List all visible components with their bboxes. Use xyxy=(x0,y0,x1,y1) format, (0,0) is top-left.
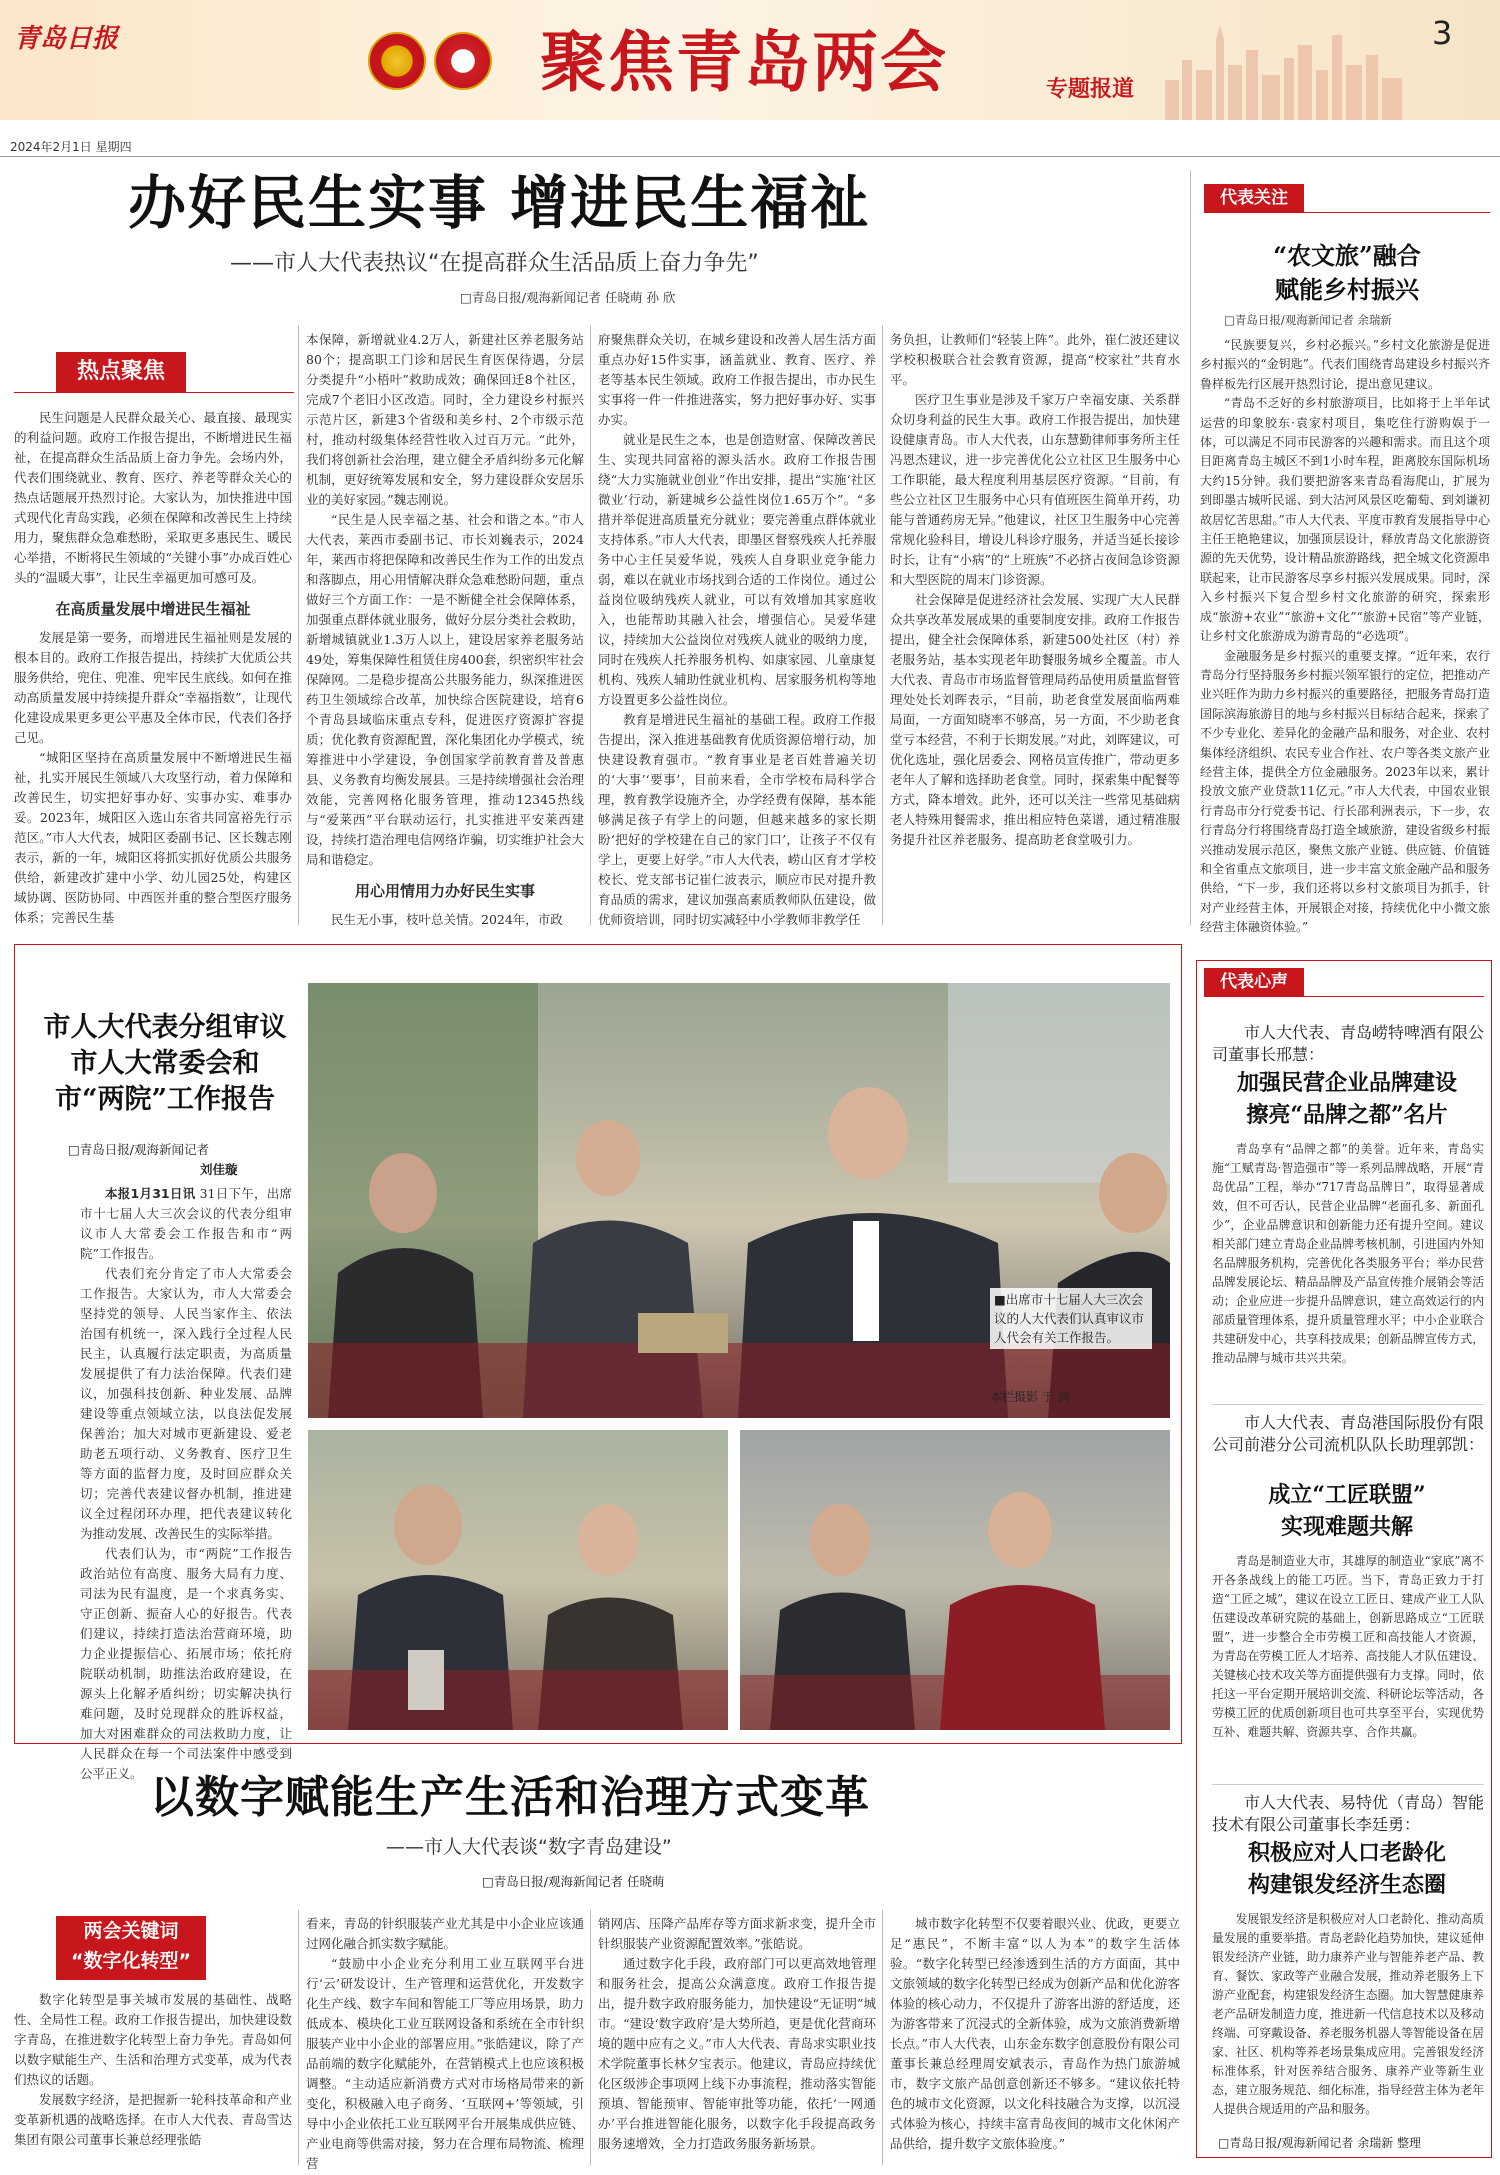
voice-1-title-2: 擦亮“品牌之都”名片 xyxy=(1246,1102,1448,1128)
focus-byline: □青岛日报/观海新闻记者 余瑞新 xyxy=(1224,313,1392,327)
digital-subtitle: ——市人大代表谈“数字青岛建设” xyxy=(386,1836,672,1858)
focus-title-2: 赋能乡村振兴 xyxy=(1275,275,1419,304)
digital-col-3: 销网店、压降产品库存等方面求新求变，提升全市针织服装产业资源配置效率。”张皓说。 通过数字化手段，政府部门可以更高效地管理和服务社会，提高公众满意度。政府工作报告提出，提升数字政府服务能力，加快建设“无证明”城市。“建设‘数字政府’是大势所趋，更是优化营商环境的题中应有之义。”市人大代表、青岛求实职业技术学院董事长林夕宝表示。他建议，青岛应持续优化区级涉企事项网上线下办事流程，推动落实智能预填、智能预审、智能审批等功能，依托‘一网通办’平台推进智能化服务，以数字化手段提高政务服务速增效，全力打造政务服务新场景。 xyxy=(598,1916,876,2151)
banner-title: 聚焦青岛两会 xyxy=(540,23,948,101)
digital-col-4: 城市数字化转型不仅要着眼兴业、优政，更要立足“惠民”，不断丰富“以人为本”的数字生活体验。“数字化转型已经渗透到生活的方方面面，其中文旅领域的数字化转型已经成为创新产品和优化游客体验的核心动力，不仅提升了游客出游的舒适度，还为游客带来了沉浸式的全新体验，成为文旅消费新增长点。”市人大代表，山东金东数字创意股份有限公司董事长兼总经理周安斌表示，青岛作为热门旅游城市，数字文旅产品创意创新还不够多。“建议依托特色的城市文化资源，以文化科技融合为支撑，以沉浸式体验为核心，持续丰富青岛夜间的城市文化休闲产品供给，提升数字文旅体验度。” xyxy=(890,1916,1180,2151)
feature-title-2: 市人大常委会和 xyxy=(70,1048,260,1079)
voice-3-body: 发展银发经济是积极应对人口老龄化、推动高质量发展的重要举措。青岛老龄化趋势加快，建议延伸银发经济产业链，助力康养产业与智能养老产品、教育、餐饮、家政等产业融合发展，推动养老服务上下游产业配套，构建银发经济生态圈。加大智慧健康养老产品研发制造力度，推进新一代信息技术以及移动终端、可穿戴设备、养老服务机器人等智能设备在居家、社区、机构等养老场景集成应用。完善银发经济标准体系，针对医养结合服务、康养产业等新生业态，建立服务规范、细化标准，指导经营主体为老年人提供合规适用的产品和服务。 xyxy=(1212,1912,1484,2116)
feature-title-1: 市人大代表分组审议 xyxy=(43,1012,287,1043)
digital-col-1: 数字化转型是事关城市发展的基础性、战略性、全局性工程。政府工作报告提出，加快建设数字青岛，在推进数字化转型上奋力争先。青岛如何以数字赋能生产、生活和治理方式变革，成为代表们热议的话题。 发展数字经济，是把握新一轮科技革命和产业变革新机遇的战略选择。在市人大代表、青岛雪达集团有限公司董事长兼总经理张皓 xyxy=(14,1992,292,2147)
lead-col-2: 本保障，新增就业4.2万人，新建社区养老服务站80个；提高职工门诊和居民生育医保待遇，分层分类提升“小梧叶”救助成效；确保回迁8个社区，完成7个老旧小区改造。同时，全力建设乡村振兴示范片区，新建3个省级和美乡村、2个市级示范村，推动村级集体经营性收入过百万元。“此外，我们将创新社会治理，建立健全矛盾纠纷多元化解机制，更好统筹发展和安全，努力建设群众安居乐业的美好家园。”魏志刚说。 “民生是人民幸福之基、社会和谐之本。”市人大代表，莱西市委副书记、市长刘巍表示，2024年，莱西市将把保障和改善民生作为工作的出发点和落脚点，用心用情解决群众急难愁盼问题，重点做好三个方面工作：一是不断健全社会保障体系，加强重点群体就业服务，做好分层分类社会救助，新增城镇就业1.3万人以上，建设居家养老服务站49处，筹集保障性租赁住房400套，织密织牢社会保障网。二是稳步提高公共服务能力，纵深推进医药卫生领域综合改革，加快综合医院建设，培育6个青岛县域临床重点专科，促进医疗资源扩容提质；优化教育资源配置，深化集团化办学模式，统筹推进中小学建设，争创国家学前教育普及普惠县、义务教育均衡发展县。三是持续增强社会治理效能，完善网格化服务管理，推动12345热线与“爱莱西”平台联动运行，扎实推进平安莱西建设，持续打造治理电信网络诈骗，切实维护社会大局和谐稳定。 用心用情用力办好民生实事 民生无小事，枝叶总关情。2024年，市政 xyxy=(306,332,584,927)
voice-3-title-2: 构建银发经济生态圈 xyxy=(1247,1872,1446,1898)
banner-sub: 专题报道 xyxy=(1046,77,1135,102)
date-line: 2024年2月1日 星期四 xyxy=(10,140,132,154)
voice-sep-2 xyxy=(1212,1784,1484,1785)
digital-divider-3 xyxy=(882,1910,883,2165)
digital-divider-2 xyxy=(590,1910,591,2165)
voice-2-title-2: 实现难题共解 xyxy=(1280,1514,1413,1540)
digital-byline: □青岛日报/观海新闻记者 任晓萌 xyxy=(482,1874,665,1889)
lead-divider-1 xyxy=(298,325,299,925)
feature-body: 本报1月31日讯 31日下午，出席市十七届人大三次会议的代表分组审议市人大常委会工作报告和市“两院”工作报告。 代表们充分肯定了市人大常委会工作报告。大家认为，市人大常委会坚持党的领导、人民当家作主、依法治国有机统一，深入践行全过程人民民主，认真履行法定职责，为高质量发展提供了有力法治保障。代表们建议，加强科技创新、种业发展、品牌建设等重点领域立法，以良法促发展保善治；加大对城市更新建设、爱老助老五项行动、义务教育、医疗卫生等方面的监督力度，及时回应群众关切；完善代表建议督办机制，推进建议全过程闭环办理，把代表建议转化为推动发展、改善民生的实际举措。 代表们认为，市“两院”工作报告政治站位有高度、服务大局有力度、司法为民有温度，是一个求真务实、守正创新、振奋人心的好报告。代表们建议，持续打造法治营商环境，助力企业提振信心、拓展市场；依托府院联动机制，助推法治政府建设，在源头上化解矛盾纠纷；切实解决执行难问题，及时兑现群众的胜诉权益，加大对困难群众的司法救助力度，让人民群众在每一个司法案件中感受到公平正义。 xyxy=(80,1186,293,1781)
page-number: 3 xyxy=(1432,14,1453,52)
hotspot-tag: 热点聚焦 xyxy=(56,352,186,392)
lead-title: 办好民生实事 增进民生福祉 xyxy=(128,169,871,237)
focus-rule xyxy=(1204,212,1490,213)
masthead xyxy=(0,0,1500,120)
keyword-tag: 两会关键词 “数字化转型” xyxy=(56,1916,206,1980)
cppcc-emblem-icon xyxy=(434,32,492,90)
voice-3-title-1: 积极应对人口老龄化 xyxy=(1247,1840,1446,1866)
digital-divider-1 xyxy=(298,1910,299,2165)
digital-col-2: 看来，青岛的针织服装产业尤其是中小企业应该通过网化融合抓实数字赋能。 “鼓励中小企业充分利用工业互联网平台进行‘云’研发设计、生产管理和运营优化，开发数字化生产线、数字车间和智能工厂等应用场景，助力低成本、模块化工业互联网设备和系统在全市针织服装产业中小企业的部署应用。”张皓建议，除了产品前端的数字化赋能外，在营销模式上也应该积极调整。“主动适应新消费方式对市场格局带来的新变化，积极融入电子商务、‘互联网+’等领域，引导中小企业依托工业互联网平台开展集成供应链、产业电商等供需对接，努力在合理布局物流、梳理营 xyxy=(306,1916,584,2171)
photo-caption: ■出席市十七届人大三次会议的人大代表们认真审议市人代会有关工作报告。 xyxy=(990,1288,1152,1349)
feature-byline-2: 刘佳璇 xyxy=(200,1162,238,1177)
lead-byline: □青岛日报/观海新闻记者 任晓萌 孙 欣 xyxy=(460,290,676,305)
lead-col-3: 府聚焦群众关切，在城乡建设和改善人居生活方面重点办好15件实事，涵盖就业、教育、医疗、养老等基本民生领域。政府工作报告提出，市办民生实事将一件一件推进落实，努力把好事办好、实事办实。 就业是民生之本，也是创造财富、保障改善民生、实现共同富裕的源头活水。政府工作报告围绕“大力实施就业创业”作出安排，提出“实施‘社区微业’行动，新建城乡公益性岗位1.65万个”。“多措并举促进高质量充分就业；要完善重点群体就业支持体系。”市人大代表，即墨区督察残疾人托养服务中心主任吴爱华说，残疾人自身职业竞争能力弱，难以在就业市场找到合适的工作岗位。通过公益岗位吸纳残疾人就业，可以有效增加其家庭收入，也能帮助其融入社会，增强信心。吴爱华建议，持续加大公益岗位对残疾人就业的吸纳力度，同时在残疾人托养服务机构、如康家园、儿童康复机构、残疾人辅助性就业机构、居家服务机构等地方设置更多公益性岗位。 教育是增进民生福祉的基础工程。政府工作报告提出，深入推进基础教育优质资源倍增行动，加快建设教育强市。“教育事业是老百姓普遍关切的‘大事’‘要事’，目前来看，全市学校布局科学合理，教育教学设施齐全，办学经费有保障，基本能够满足孩子有学上的问题，但越来越多的家长期盼‘把好的学校建在自己的家门口’，让孩子不仅有学上，更要上好学。”市人大代表，崂山区育才学校校长、党支部书记崔仁波表示，顺应市民对提升教育品质的需求，建议加强高素质教师队伍建设，做优师资培训，同时切实减轻中小学教师非教学任 xyxy=(598,332,876,927)
lead-right-divider xyxy=(1190,170,1191,925)
voice-1-body: 青岛享有“品牌之都”的美誉。近年来，青岛实施“工赋青岛·智造强市”等一系列品牌战略，开展“青岛优品”工程，举办“717青岛品牌日”，取得显著成效，但不可否认，民营企业品牌“老面孔多、新面孔少”，企业品牌意识和创新能力还有提升空间。建议相关部门建立青岛企业品牌考核机制，引进国内外知名品牌服务机构，完善优化各类服务平台；举办民营品牌发展论坛、精品品牌及产品宣传推介展销会等活动；企业应进一步提升品牌意识，建立高效运行的内部质量管理体系，提升质量管理水平；中小企业联合共建研发中心，共享科技成果；创新品牌宣传方式，推动品牌与城市共兴共荣。 xyxy=(1212,1142,1484,1365)
voice-tag: 代表心声 xyxy=(1204,968,1304,996)
tag-underline xyxy=(14,392,294,393)
lead-divider-2 xyxy=(590,325,591,925)
voice-3-intro: 市人大代表、易特优（青岛）智能技术有限公司董事长李廷勇： xyxy=(1212,1793,1485,1834)
feature-byline-1: □青岛日报/观海新闻记者 xyxy=(68,1142,210,1157)
lead-divider-3 xyxy=(882,325,883,925)
voice-2-title-1: 成立“工匠联盟” xyxy=(1268,1482,1426,1508)
photo-credit: 本栏摄影 于 滴 xyxy=(990,1390,1070,1404)
voice-rule xyxy=(1204,996,1484,997)
digital-title: 以数字赋能生产生活和治理方式变革 xyxy=(150,1772,870,1823)
bottom-photo-right xyxy=(740,1430,1170,1730)
lead-col-1: 民生问题是人民群众最关心、最直接、最现实的利益问题。政府工作报告提出，不断增进民生福祉，在提高群众生活品质上奋力争先。会场内外，代表们围绕就业、教育、医疗、养老等群众关心的热点话题展开热烈讨论。大家认为，加快推进中国式现代化青岛实践，必须在保障和改善民生上持续用力，聚焦群众急难愁盼，采取更多惠民生、暖民心举措，不断将民生领域的“关键小事”办成百姓心头的“温暖大事”，让民生幸福更加可感可及。 在高质量发展中增进民生福祉 发展是第一要务，而增进民生福祉则是发展的根本目的。政府工作报告提出，持续扩大优质公共服务供给，兜住、兜准、兜牢民生底线。如何在推动高质量发展中持续提升群众“幸福指数”，让现代化建设成果更多更公平惠及全体市民，代表们各抒己见。 “城阳区坚持在高质量发展中不断增进民生福祉，扎实开展民生领域八大攻坚行动，着力保障和改善民生，切实把好事办好、实事办实、难事办妥。2023年，城阳区入选山东省共同富裕先行示范区。”市人大代表，城阳区委副书记、区长魏志刚表示，新的一年，城阳区将抓实抓好优质公共服务供给，新建改扩建中小学、幼儿园25处，构建区域协调、医防协同、中西医并重的整合型医疗服务体系；完善民生基 xyxy=(14,410,292,925)
voice-2-intro: 市人大代表、青岛港国际股份有限公司前港分公司流机队队长助理郭凯： xyxy=(1212,1413,1485,1454)
voice-2-body: 青岛是制造业大市，其雄厚的制造业“家底”离不开各条战线上的能工巧匠。当下，青岛正致力于打造“工匠之城”，建议在设立工匠日、建成产业工人队伍建设改革研究院的基础上，创新思路成立“工匠联盟”，进一步整合全市劳模工匠和高技能人才资源，为青岛在劳模工匠人才培养、高技能人才队伍建设、关键核心技术攻关等方面提供强有力支撑。同时，依托这一平台定期开展培训交流、科研论坛等活动，各劳模工匠的优质创新项目也可共享至平台，实现优势互补、难题共解、资源共享、合作共赢。 xyxy=(1212,1554,1484,1739)
focus-title-1: “农文旅”融合 xyxy=(1273,241,1421,270)
paper-logo: 青岛日报 xyxy=(14,24,119,54)
masthead-rule xyxy=(0,156,1500,157)
national-emblem-icon xyxy=(368,32,426,90)
feature-title-3: 市“两院”工作报告 xyxy=(54,1084,276,1115)
voice-sep-1 xyxy=(1212,1404,1484,1405)
main-photo xyxy=(308,983,1170,1418)
lead-subhead-1: 在高质量发展中增进民生福祉 xyxy=(55,600,251,618)
lead-subtitle: ——市人大代表热议“在提高群众生活品质上奋力争先” xyxy=(230,251,759,276)
focus-body: “民族要复兴，乡村必振兴。”乡村文化旅游是促进乡村振兴的“金钥匙”。代表们围绕青岛建设乡村振兴齐鲁样板先行区展开热烈讨论，提出意见建议。 “青岛不乏好的乡村旅游项目，比如将于上半年试运营的印象胶东·袁家村项目，集吃住行游购娱于一体，可以满足不同市民游客的兴趣和需求。而且这个项目距离青岛主城区不到1小时车程，距离胶东国际机场大约15分钟。我们要把游客来青岛看海爬山，扩展为到即墨古城听民谣、到大沽河风景区吃葡萄、到刘谦初故居忆苦思甜。”市人大代表、平度市教育发展指导中心主任王艳艳建议，加强顶层设计，释放青岛文化旅游资源的先天优势，设计精品旅游路线，把全城文化资源串联起来，让市民游客尽享乡村振兴发展成果。同时，深入乡村振兴下复合型乡村文化旅游的研究，探索形成“旅游+农业”“旅游+文化”“旅游+民宿”等产业链，让乡村文化旅游成为游青岛的“必选项”。 金融服务是乡村振兴的重要支撑。“近年来，农行青岛分行坚持服务乡村振兴领军银行的定位，把推动产业兴旺作为助力乡村振兴的重要路径，把服务青岛打造国际滨海旅游目的地与乡村振兴目标结合起来，探索了不少专业化、差异化的金融产品和服务，对企业、农村集体经济组织、农民专业合作社、农户等各类文旅产业经营主体，提供全方位金融服务。2023年以来，累计投放文旅产业贷款11亿元。”市人大代表，中国农业银行青岛市分行党委书记、行长邵利洲表示，下一步，农行青岛分行将围绕青岛打造全域旅游，建设省级乡村振兴推动发展示范区，聚焦文旅产业链、供应链、价值链和全省重点文旅项目，进一步丰富文旅金融产品和服务供给，“下一步，我们还将以乡村文旅项目为抓手，针对产业经营主体，开展银企对接，持续优化中小微文旅经营主体融资体验。” xyxy=(1200,338,1490,935)
focus-tag: 代表关注 xyxy=(1204,184,1304,212)
bottom-photo-left xyxy=(308,1430,728,1730)
lead-subhead-2: 用心用情用力办好民生实事 xyxy=(354,882,535,900)
voice-footer: □青岛日报/观海新闻记者 余瑞新 整理 xyxy=(1218,2136,1422,2150)
city-skyline xyxy=(1160,20,1410,120)
lead-col-4: 务负担，让教师们“轻装上阵”。此外，崔仁波还建议学校积极联合社会教育资源，提高“校家社”共育水平。 医疗卫生事业是涉及千家万户幸福安康、关系群众切身利益的民生大事。政府工作报告提出，加快建设健康青岛。市人大代表，山东慧勤律师事务所主任冯恩杰建议，进一步完善优化公立社区卫生服务中心工作职能，最大程度利用基层医疗资源。“目前，有些公立社区卫生服务中心只有值班医生简单开药，功能与普通药房无异。”他建议，社区卫生服务中心完善常规化验科目，增设儿科诊疗服务，并适当延长接诊时长，让有“小病”的“上班族”不必挤占夜间急诊资源和大型医院的周末门诊资源。 社会保障是促进经济社会发展、实现广大人民群众共享改革发展成果的重要制度安排。政府工作报告提出，健全社会保障体系，新建500处社区（村）养老服务站，基本实现老年助餐服务城乡全覆盖。市人大代表、青岛市市场监督管理局药品使用质量监督管理处处长刘晖表示，“目前，助老食堂发展面临两难局面，一方面知晓率不够高，另一方面，不少助老食堂亏本经营，不利于长期发展。”对此，刘晖建议，可优化选址，强化居委会、网格员宣传推广，带动更多老年人了解和选择助老食堂。同时，探索集中配餐等方式，降本增效。此外，还可以关注一些常见基础病老人特殊用餐需求，推出相应特色菜谱，通过精准服务提升社区养老服务、提高助老食堂吸引力。 xyxy=(890,332,1180,847)
voice-1-title-1: 加强民营企业品牌建设 xyxy=(1236,1070,1457,1096)
voice-1-intro: 市人大代表、青岛崂特啤酒有限公司董事长邢慧： xyxy=(1212,1023,1485,1064)
